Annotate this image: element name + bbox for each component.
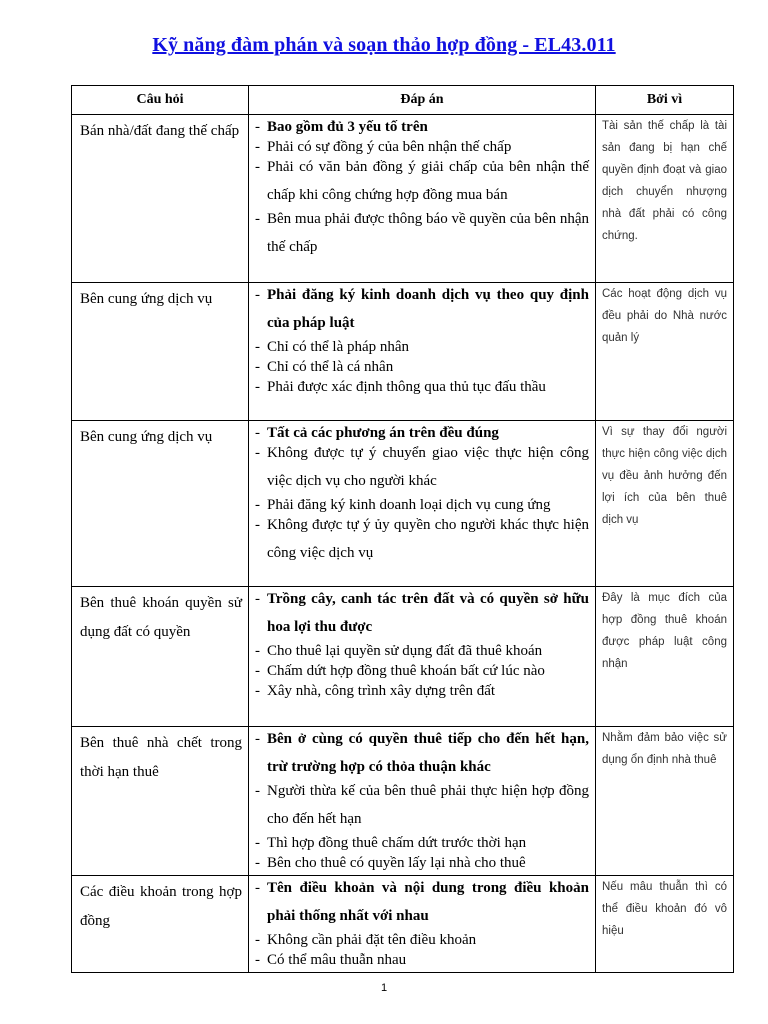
answer-option (255, 377, 589, 397)
option-text: Trồng cây, canh tác trên đất và có quyền sở hữu hoa lợi thu được (267, 591, 589, 635)
bullet-dash: - (255, 287, 260, 303)
option-text: Người thừa kế của bên thuê phải thực hiện hợp đồng cho đến hết hạn (267, 783, 589, 827)
bullet-dash: - (255, 855, 260, 871)
bullet-dash: - (255, 932, 260, 948)
option-text: Phải được xác định thông qua thủ tục đấu thầu (267, 379, 546, 395)
reason-cell: Tài sản thế chấp là tài sản đang bị hạn chế quyền định đoạt và giao dịch chuyển nhượng nhà đất phải có công chứng. (596, 115, 734, 283)
question-cell: Bên thuê khoán quyền sử dụng đất có quyền (72, 587, 249, 727)
option-text: Tất cả các phương án trên đều đúng (267, 425, 499, 441)
header-answer: Đáp án (249, 86, 596, 115)
header-reason: Bởi vì (596, 86, 734, 115)
table-row (72, 115, 734, 283)
answer-cell (249, 283, 596, 421)
answer-option (255, 950, 589, 970)
option-text: Chấm dứt hợp đồng thuê khoán bất cứ lúc nào (267, 663, 545, 679)
question-cell: Các điều khoản trong hợp đồng (72, 876, 249, 973)
option-text: Có thể mâu thuẫn nhau (267, 952, 407, 968)
bullet-dash: - (255, 731, 260, 747)
reason-cell: Đây là mục đích của hợp đồng thuê khoán được pháp luật công nhận (596, 587, 734, 727)
answer-option (255, 357, 589, 377)
correct-option (255, 117, 589, 137)
header-question: Câu hỏi (72, 86, 249, 115)
option-text: Bao gồm đủ 3 yếu tố trên (267, 119, 428, 135)
answer-option (255, 661, 589, 681)
table-row (72, 283, 734, 421)
answer-option (255, 157, 589, 209)
option-text: Phải đăng ký kinh doanh loại dịch vụ cung ứng (267, 497, 551, 513)
bullet-dash: - (255, 359, 260, 375)
option-text: Phải có văn bản đồng ý giải chấp của bên nhận thế chấp khi công chứng hợp đồng mua bán (267, 159, 589, 203)
bullet-dash: - (255, 517, 260, 533)
option-text: Phải có sự đồng ý của bên nhận thế chấp (267, 139, 512, 155)
table-row (72, 876, 734, 973)
answer-option (255, 515, 589, 567)
option-text: Không cần phải đặt tên điều khoản (267, 932, 477, 948)
option-text: Không được tự ý ủy quyền cho người khác thực hiện công việc dịch vụ (267, 517, 589, 561)
answer-cell (249, 876, 596, 973)
bullet-dash: - (255, 139, 260, 155)
option-text: Tên điều khoản và nội dung trong điều khoản phải thống nhất với nhau (267, 880, 589, 924)
answer-option (255, 641, 589, 661)
answer-option (255, 681, 589, 701)
correct-option (255, 729, 589, 781)
bullet-dash: - (255, 211, 260, 227)
page-number: 1 (380, 982, 388, 994)
bullet-dash: - (255, 379, 260, 395)
bullet-dash: - (255, 663, 260, 679)
correct-option (255, 285, 589, 337)
answer-option (255, 833, 589, 853)
option-text: Chỉ có thể là pháp nhân (267, 339, 410, 355)
table-row (72, 727, 734, 876)
reason-cell: Vì sự thay đổi người thực hiện công việc dịch vụ đều ảnh hưởng đến lợi ích của bên thuê dịch vụ (596, 421, 734, 587)
bullet-dash: - (255, 835, 260, 851)
bullet-dash: - (255, 952, 260, 968)
answer-option (255, 781, 589, 833)
table-row (72, 421, 734, 587)
bullet-dash: - (255, 783, 260, 799)
answer-option (255, 337, 589, 357)
option-text: Chỉ có thể là cá nhân (267, 359, 394, 375)
option-text: Bên cho thuê có quyền lấy lại nhà cho thuê (267, 855, 526, 871)
answer-cell (249, 587, 596, 727)
option-text: Bên ở cùng có quyền thuê tiếp cho đến hết hạn, trừ trường hợp có thỏa thuận khác (267, 731, 589, 775)
bullet-dash: - (255, 159, 260, 175)
answer-option (255, 853, 589, 873)
answer-cell (249, 421, 596, 587)
table-row (72, 587, 734, 727)
qa-table (71, 85, 734, 973)
question-cell: Bên cung ứng dịch vụ (72, 421, 249, 587)
option-text: Bên mua phải được thông báo về quyền của bên nhận thế chấp (267, 211, 589, 255)
bullet-dash: - (255, 339, 260, 355)
answer-option (255, 443, 589, 495)
bullet-dash: - (255, 683, 260, 699)
document-title: Kỹ năng đàm phán và soạn thảo hợp đồng - EL43.011 (152, 34, 616, 56)
question-cell: Bán nhà/đất đang thế chấp (72, 115, 249, 283)
answer-cell (249, 727, 596, 876)
bullet-dash: - (255, 445, 260, 461)
question-cell: Bên cung ứng dịch vụ (72, 283, 249, 421)
reason-cell: Nhằm đảm bảo việc sử dụng ổn định nhà thuê (596, 727, 734, 876)
bullet-dash: - (255, 119, 260, 135)
option-text: Cho thuê lại quyền sử dụng đất đã thuê khoán (267, 643, 543, 659)
reason-cell: Các hoạt động dịch vụ đều phải do Nhà nước quản lý (596, 283, 734, 421)
answer-cell (249, 115, 596, 283)
bullet-dash: - (255, 591, 260, 607)
correct-option (255, 878, 589, 930)
table-header-row (72, 86, 734, 115)
option-text: Không được tự ý chuyển giao việc thực hiện công việc dịch vụ cho người khác (267, 445, 589, 489)
answer-option (255, 930, 589, 950)
answer-option (255, 209, 589, 261)
option-text: Thì hợp đồng thuê chấm dứt trước thời hạn (267, 835, 527, 851)
option-text: Phải đăng ký kinh doanh dịch vụ theo quy định của pháp luật (267, 287, 589, 331)
question-cell: Bên thuê nhà chết trong thời hạn thuê (72, 727, 249, 876)
reason-cell: Nếu mâu thuẫn thì có thể điều khoản đó vô hiệu (596, 876, 734, 973)
correct-option (255, 589, 589, 641)
bullet-dash: - (255, 643, 260, 659)
bullet-dash: - (255, 425, 260, 441)
bullet-dash: - (255, 497, 260, 513)
bullet-dash: - (255, 880, 260, 896)
option-text: Xây nhà, công trình xây dựng trên đất (267, 683, 496, 699)
